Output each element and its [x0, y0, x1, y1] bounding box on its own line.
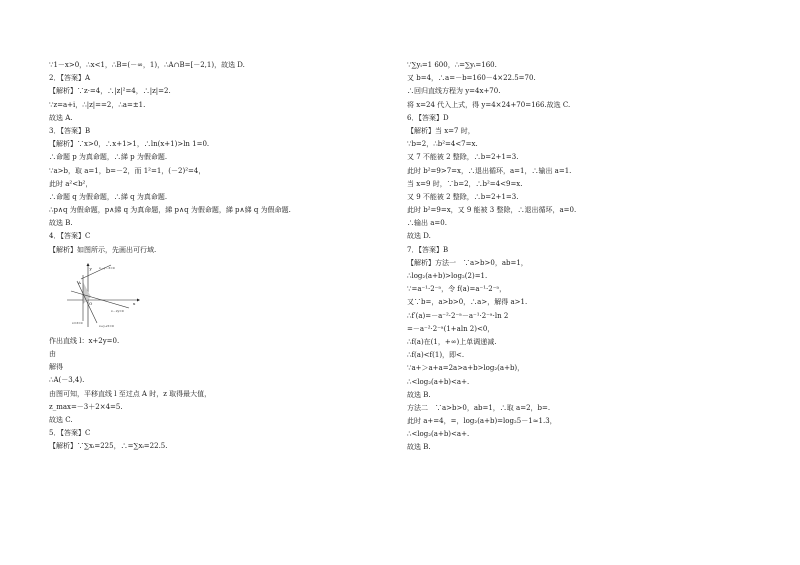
text-line: ∴A(－3,4).: [49, 376, 85, 385]
right-column: [407, 61, 752, 457]
point-a-label: A: [78, 279, 81, 285]
text-line: 此时 b²=9>7=x，∴退出循环，a=1，∴输出 a=1.: [407, 166, 572, 175]
text-line: 故选 B.: [407, 390, 431, 399]
text-line: ∴<log₂(a+b)<a+.: [407, 430, 470, 439]
text-line: 解得: [49, 363, 63, 372]
text-line: 当 x=9 时，∵b=2，∴b²=4<9=x.: [407, 179, 523, 188]
line-x-minus-2y: [71, 291, 129, 308]
text-line: 4．【答案】C: [49, 232, 91, 241]
text-line: 故选 B.: [49, 219, 73, 228]
text-line: z_max=－3＋2×4=5.: [49, 402, 123, 411]
text-line: 6．【答案】D: [407, 113, 449, 122]
text-line: ∴f′(a)=－a⁻²·2⁻ᵃ－a⁻¹·2⁻ᵃ·ln 2: [407, 311, 509, 320]
text-line: ∴输出 a=0.: [407, 219, 447, 228]
text-line: 【解析】∵z·=4，∴|z|²=4，∴|z|=2.: [49, 87, 171, 96]
text-line: 又∵b=，a>b>0，∴a>，解得 a>1.: [407, 298, 528, 307]
text-line: ∵a>b，取 a=1，b=－2，而 1²=1，(－2)²=4，: [49, 166, 206, 175]
text-line: 故选 A.: [49, 113, 73, 122]
text-line: 此时 b²=9=x，又 9 能被 3 整除，∴退出循环，a=0.: [407, 206, 577, 215]
text-line: 2．【答案】A: [49, 74, 91, 83]
text-line: 将 x=24 代入上式，得 y=4×24+70=166.故选 C.: [407, 100, 571, 109]
text-line: 又 7 不能被 2 整除，∴b=2+1=3.: [407, 153, 519, 162]
text-line: ∵a+＞a+a=2a>a+b>log₂(a+b)，: [407, 364, 525, 373]
text-line: ∴命题 q 为假命题，∴綈 q 为真命题.: [49, 192, 168, 201]
line-right-label: x－2y=0: [111, 308, 124, 313]
text-line: 3．【答案】B: [49, 126, 91, 135]
x-axis-label: x: [133, 300, 136, 306]
line-bottom-label: x+y+5=0: [99, 323, 114, 328]
text-line: ∵=a⁻¹·2⁻ᵃ，令 f(a)=a⁻¹·2⁻ᵃ，: [407, 285, 507, 294]
text-line: ∵z=a+i，∴|z|==2，∴a=±1.: [49, 100, 146, 109]
x-axis-arrow-icon: [137, 298, 140, 301]
left-column: [49, 61, 394, 456]
text-line: ∴回归直线方程为 y=4x+70.: [407, 87, 501, 96]
text-line: 5．【答案】C: [49, 429, 91, 438]
text-line: =－a⁻²·2⁻ᵃ(1+aln 2)<0，: [407, 324, 495, 333]
text-line: 作出直线 l：x+2y=0.: [49, 336, 120, 345]
text-line: ∴p∧q 为假命题，p∧綈 q 为真命题，綈 p∧q 为假命题，綈 p∧綈 q 为假命题.: [49, 206, 291, 215]
line-top-label: x－y－3=0: [99, 265, 115, 270]
text-line: 由图可知，平移直线 l 至过点 A 时，z 取得最大值，: [49, 389, 212, 398]
y-axis-label: y: [89, 265, 92, 271]
text-line: 又 b=4，∴a=－b=160－4×22.5=70.: [407, 74, 536, 83]
text-line: 由: [49, 350, 56, 358]
feasible-region-graph: [63, 261, 141, 329]
line-x-plus-y: [77, 281, 97, 323]
text-line: ∴log₂(a+b)>log₂(2)=1.: [407, 272, 488, 280]
text-line: 【解析】如图所示，先画出可行域.: [49, 245, 157, 254]
line-left-label: x=3=0: [72, 320, 83, 325]
text-line: 故选 B.: [407, 443, 431, 452]
text-line: ∴<log₂(a+b)<a+.: [407, 377, 470, 386]
text-line: 又 9 不能被 2 整除，∴b=2+1=3.: [407, 192, 519, 201]
origin-label: O: [89, 300, 93, 306]
text-line: ∴f(a)<f(1)，即<.: [407, 351, 465, 360]
text-line: 故选 D.: [407, 232, 431, 241]
text-line: ∵1－x>0，∴x<1，∴B=(－∞，1)，∴A∩B=[－2,1)，故选 D.: [49, 61, 245, 69]
text-line: ∵b=2，∴b²=4<7=x.: [407, 140, 478, 149]
feasible-region-figure: [63, 261, 141, 329]
text-line: ∴命题 p 为真命题，∴綈 p 为假命题.: [49, 153, 168, 162]
text-line: 此时 a+=4，=，log₂(a+b)=log₂5－1≈1.3，: [407, 417, 557, 426]
text-line: 故选 C.: [49, 415, 73, 424]
text-line: 方法二 ∵a>b>0，ab=1，∴取 a=2，b=.: [407, 403, 551, 412]
text-line: ∵∑yᵢ=1 600，∴=∑yᵢ=160.: [407, 61, 497, 69]
text-line: ∴f(a)在(1，+∞)上单调递减.: [407, 337, 497, 346]
text-line: 此时 a²<b²，: [49, 179, 93, 188]
text-line: 【解析】方法一 ∵a>b>0，ab=1，: [407, 258, 528, 267]
text-line: 【解析】∵∑xᵢ=225，∴=∑xᵢ=22.5.: [49, 442, 168, 451]
text-line: 【解析】当 x=7 时，: [407, 126, 475, 135]
text-line: 7．【答案】B: [407, 245, 449, 254]
text-line: 【解析】∵x>0，∴x+1>1，∴ln(x+1)>ln 1=0.: [49, 140, 210, 149]
